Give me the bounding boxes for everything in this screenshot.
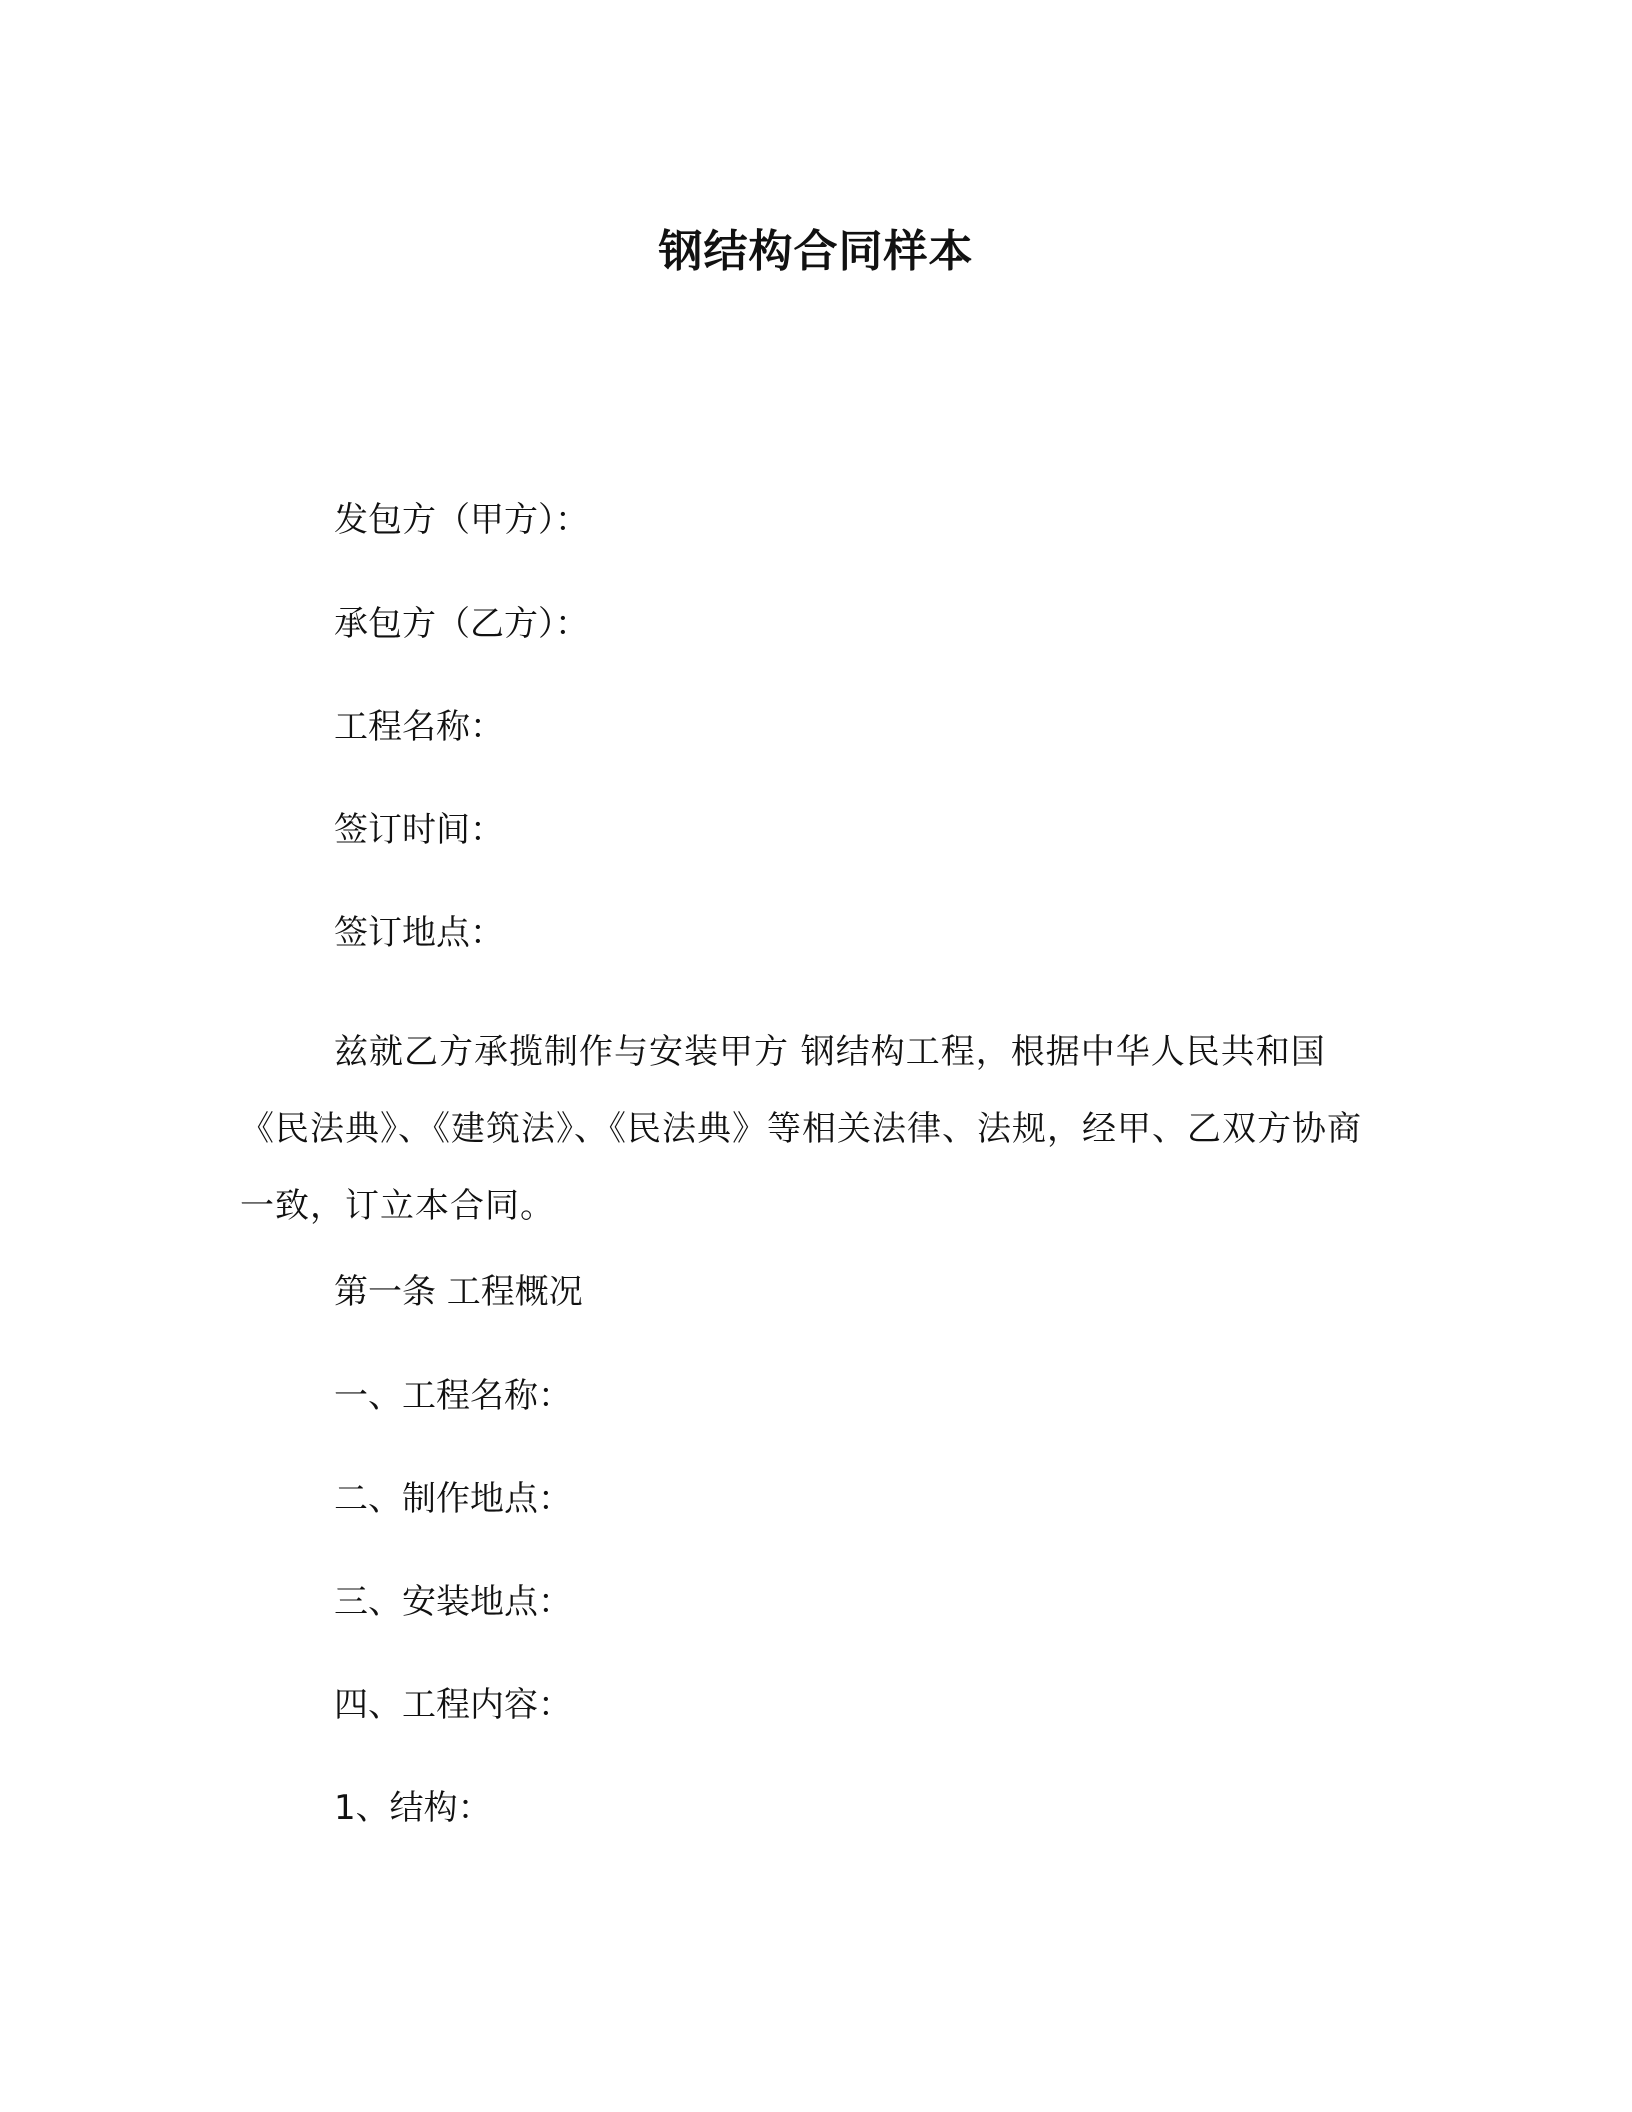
field-project-name: 工程名称：	[334, 707, 504, 747]
article-item-project-name: 一、工程名称：	[334, 1376, 572, 1416]
article-item-installation-site: 三、安装地点：	[334, 1582, 572, 1622]
article-item-project-content: 四、工程内容：	[334, 1685, 572, 1725]
field-signing-place: 签订地点：	[334, 913, 504, 953]
article-heading: 第一条 工程概况	[334, 1272, 583, 1312]
article-item-fabrication-site: 二、制作地点：	[334, 1479, 572, 1519]
document-title: 钢结构合同样本	[658, 226, 974, 277]
field-signing-date: 签订时间：	[334, 810, 504, 850]
preamble-paragraph: 兹就乙方承揽制作与安装甲方 钢结构工程，根据中华人民共和国《民法典》、《建筑法》、《民法典》等相关法律、法规，经甲、乙双方协商一致，订立本合同。	[240, 1032, 1362, 1226]
article-item-structure: 1、结构：	[334, 1788, 492, 1828]
field-employer: 发包方（甲方）：	[334, 500, 589, 540]
field-contractor: 承包方（乙方）：	[334, 604, 589, 644]
